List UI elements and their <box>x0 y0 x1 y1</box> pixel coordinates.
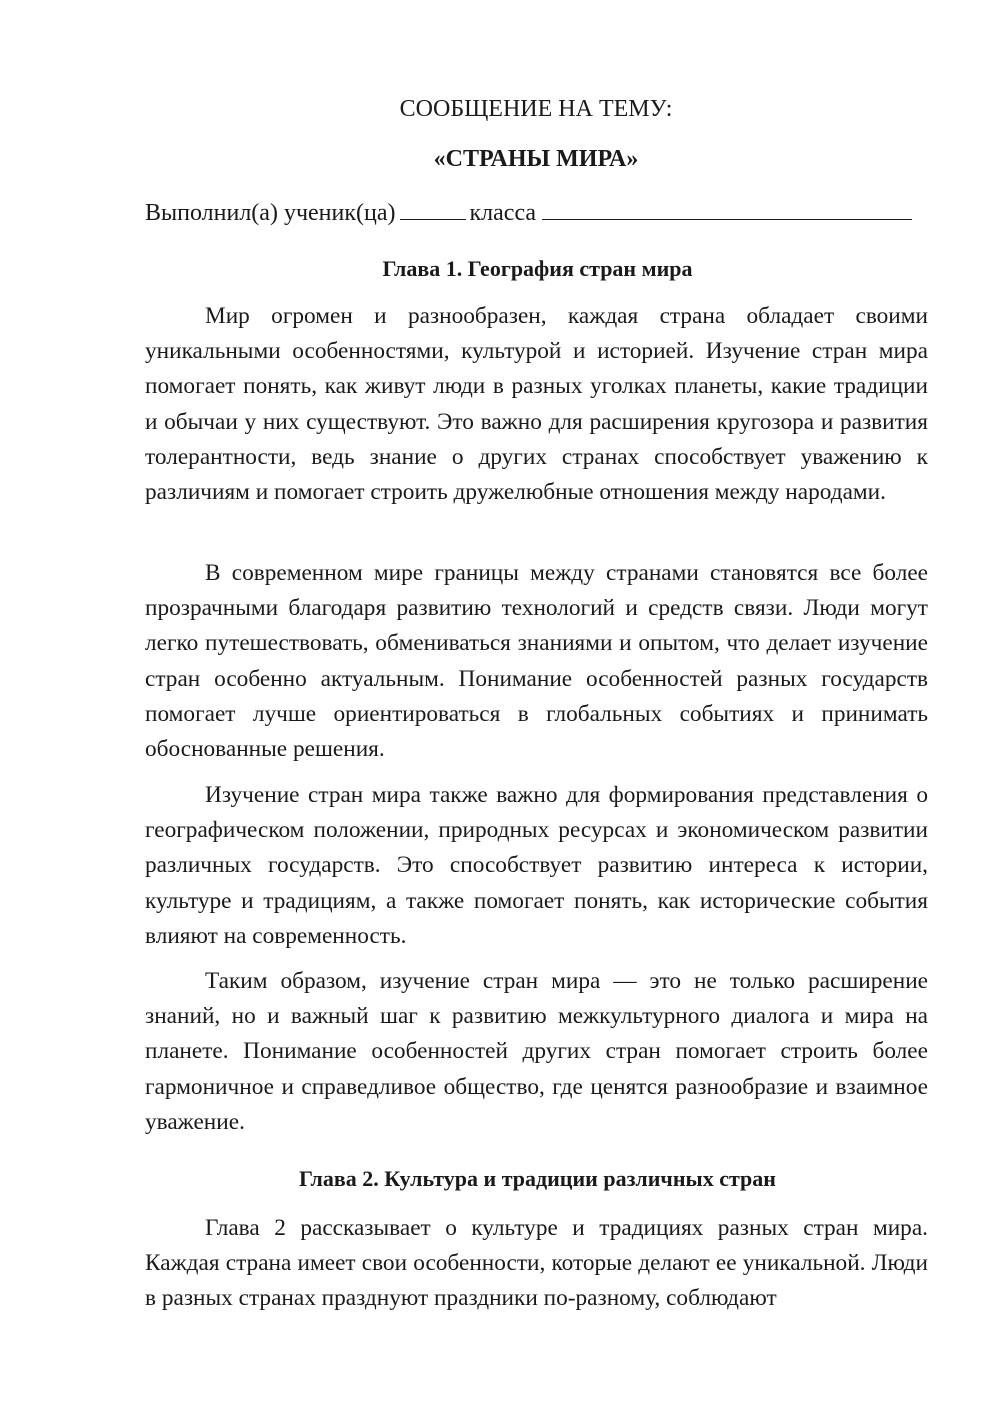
class-name-blank-field <box>542 197 912 220</box>
chapter2-paragraph-1: Глава 2 рассказывает о культуре и традициях разных стран мира. Каждая страна имеет свои особенности, которые делают ее уникальной. Люди в разных странах празднуют праздники по-разному, соблюдают <box>145 1215 928 1312</box>
chapter2-heading: Глава 2. Культура и традиции различных стран <box>299 1166 776 1191</box>
author-prefix: Выполнил(а) ученик(ца) <box>145 200 396 226</box>
document-title-line1: СООБЩЕНИЕ НА ТЕМУ: <box>399 96 673 122</box>
chapter1-paragraph-3: Изучение стран мира также важно для формирования представления о географическом положении, природных ресурсах и экономическом развитии различных государств. Это способствует развитию интереса к истории, культуре и традициям, а также помогает понять, как исторические события влияют на современность. <box>145 782 928 949</box>
chapter1-paragraph-4: Таким образом, изучение стран мира — это не только расширение знаний, но и важный шаг к развитию межкультурного диалога и мира на планете. Понимание особенностей других стран помогает строить более гармоничное и справедливое общество, где ценятся разнообразие и взаимное уважение. <box>145 968 928 1135</box>
chapter1-heading: Глава 1. География стран мира <box>382 256 693 281</box>
document-title-line2: «СТРАНЫ МИРА» <box>433 146 639 172</box>
author-line <box>145 195 930 231</box>
author-middle: класса <box>469 200 537 226</box>
chapter1-paragraph-1: Мир огромен и разнообразен, каждая страна обладает своими уникальными особенностями, культурой и историей. Изучение стран мира помогает понять, как живут люди в разных уголках планеты, какие традиции и обычаи у них существуют. Это важно для расширения кругозора и развития толерантности, ведь знание о других странах способствует уважению к различиям и помогает строить дружелюбные отношения между народами. <box>145 303 928 506</box>
chapter1-paragraph-2: В современном мире границы между странами становятся все более прозрачными благодаря развитию технологий и средств связи. Люди могут легко путешествовать, обмениваться знаниями и опытом, что делает изучение стран особенно актуальным. Понимание особенностей разных государств помогает лучше ориентироваться в глобальных событиях и принимать обоснованные решения. <box>145 560 928 763</box>
class-blank-field <box>400 197 466 220</box>
